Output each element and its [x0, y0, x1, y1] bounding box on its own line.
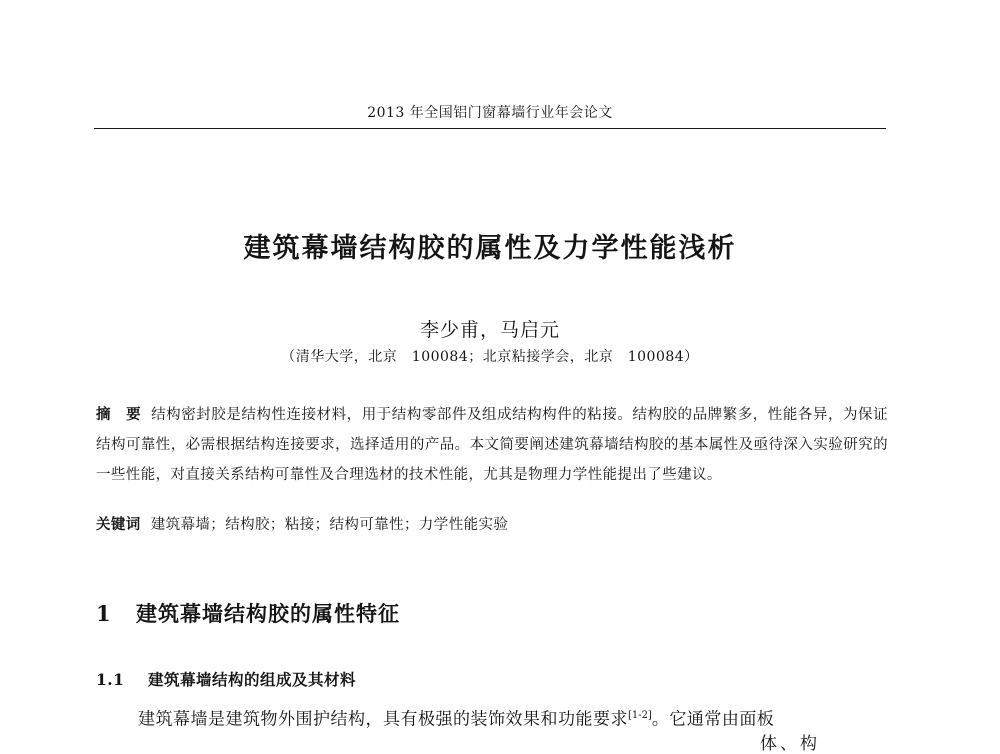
authors: 李少甫，马启元 — [419, 319, 560, 341]
section-heading — [96, 598, 400, 628]
keywords-label: 关键词 — [96, 517, 141, 533]
paper-title: 建筑幕墙结构胶的属性及力学性能浅析 — [243, 233, 737, 264]
abstract-text: 结构密封胶是结构性连接材料，用于结构零部件及组成结构构件的粘接。结构胶的品牌繁多，性能各异，为保证结构可靠性，必需根据结构连接要求，选择适用的产品。本文简要阐述建筑幕墙结构胶的基本属性及亟待深入实验研究的一些性能，对直接关系结构可靠性及合理选材的技术性能，尤其是物理力学性能提出了些建议。 — [96, 407, 888, 483]
running-header: 2013 年全国铝门窗幕墙行业年会论文 — [367, 105, 613, 121]
affiliation: （清华大学，北京 100084；北京粘接学会，北京 100084） — [281, 349, 699, 365]
keywords-text: 建筑幕墙；结构胶；粘接；结构可靠性；力学性能实验 — [150, 517, 509, 533]
header-rule — [94, 128, 886, 129]
citation-ref: [1-2] — [628, 710, 652, 721]
section-title: 建筑幕墙结构胶的属性特征 — [136, 602, 400, 626]
cut-off-line-fragment: 体、构 — [760, 734, 820, 754]
subsection-title: 建筑幕墙结构的组成及其材料 — [148, 671, 357, 689]
keywords — [96, 510, 888, 540]
section-number: 1 — [96, 601, 112, 626]
body-text-end: 。它通常由面板 — [651, 709, 775, 730]
subsection-number: 1.1 — [96, 670, 125, 689]
abstract — [96, 400, 888, 490]
body-text-start: 建筑幕墙是建筑物外围护结构，具有极强的装饰效果和功能要求 — [138, 709, 628, 730]
abstract-label: 摘 要 — [96, 407, 142, 423]
subsection-heading — [96, 668, 356, 690]
